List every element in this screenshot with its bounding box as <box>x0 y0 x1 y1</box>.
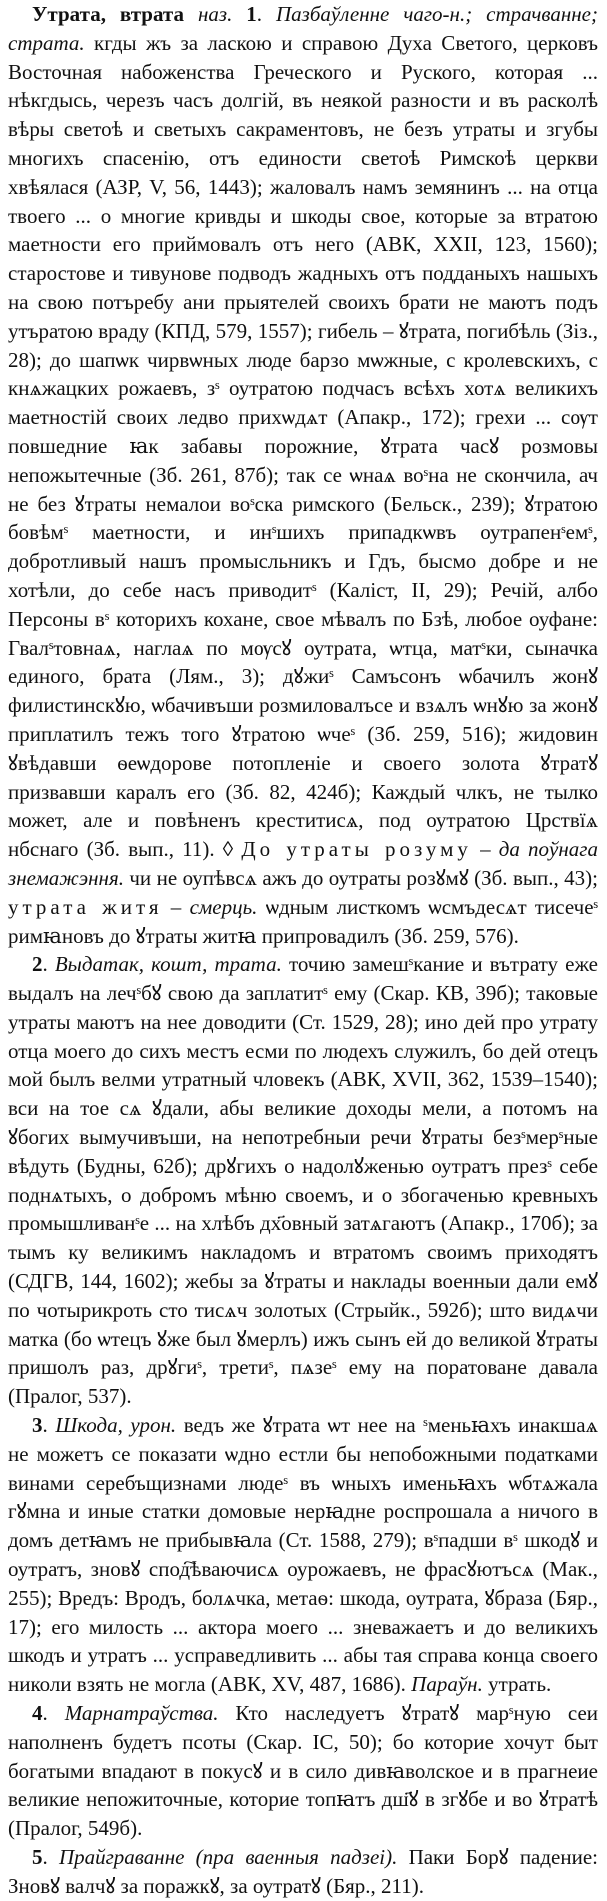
sense-3-citations: ведъ же ꙋтрата ѡт нее на ˢменьꙗхъ инакшаѧ не можетъ се показати ѡдно естли бы непобожными податками винами серебъщизнами людеˢ въ ѡныхъ именьꙗхъ ѡбтѧжала гꙋмна и иные статки домовые нерꙗдне роспрошала а ничого в домъ детꙗмъ не прибывꙗла (Ст. 1588, 279); вˢпадши вˢ шкодꙋ и оутратъ, зновꙋ спод҇ѣваючисѧ оурожаевъ, не фрасꙋютъсѧ (Мак., 255); Вредъ: Вродъ, болѧчка, метаѳ: шкода, оутрата, ꙋбраза (Бяр., 17); его милость ... актора моего ... зневажаетъ и до великихъ шкодъ и утратъ ... усправедливить ... абы тая справа конца своего николи взять не могла (АВК, XV, 487, 1686). <box>8 1413 599 1697</box>
sense-4-paragraph: 4. Марнатраўства. Кто наследуетъ ꙋтратꙋ марˢную сеи наполненъ будетъ псоты (Скар. ІС, 50); бо которие хочут быт богатыми впадают в покусꙋ и в сило дивꙗволское и в прагнеие великие непожиточные, которие топꙗтъ дш҃ꙋ в згꙋбе и во ꙋтратѣ (Пралог, 549б). <box>8 1701 598 1841</box>
sense-3-paragraph: 3. Шкода, урон. ведъ же ꙋтрата ѡт нее на ˢменьꙗхъ инакшаѧ не можетъ се показати ѡдно естли бы непобожными податками винами серебъщизнами людеˢ въ ѡныхъ именьꙗхъ ѡбтѧжала гꙋмна и иные статки домовые нерꙗдне роспрошала а ничого в домъ детꙗмъ не прибывꙗла (Ст. 1588, 279); вˢпадши вˢ шкодꙋ и оутратъ, зновꙋ спод҇ѣваючисѧ оурожаевъ, не фрасꙋютъсѧ (Мак., 255); Вредъ: Вродъ, болѧчка, метаѳ: шкода, оутрата, ꙋбраза (Бяр., 17); его милость ... актора моего ... зневажаетъ и до великихъ шкодъ и утратъ ... усправедливить ... абы тая справа конца своего николи взять не могла (АВК, XV, 487, 1686). Параўн. утрать. <box>8 1413 599 1697</box>
idiom-1: До утраты розуму <box>241 837 472 862</box>
dictionary-entry <box>8 0 599 1898</box>
cross-reference-label: Параўн. <box>411 1672 483 1697</box>
sense-2-citations: точию замешˢкание и вътрату еже выдалъ на лечˢбꙋ свою да заплатитˢ ему (Скар. КВ, 39б); таковые утраты маютъ на нее доводити (Ст. 1529, 28); ино дей про утрату отца моего до сихъ местъ есми по людехъ служилъ, бо дей отецъ мой былъ велми утратный чловекъ (АВК, XVII, 362, 1539–1540); вси на тое сѧ ꙋдали, абы великие доходы мели, а потомъ на ꙋбогих вымучивъши, на непотребныи речи ꙋтраты безˢмерˢные вѣдуть (Будны, 62б); дрꙋгихъ о надолꙋженью оутратъ презˢ себе поднѧтыхъ, о добромъ мѣню своемъ, и о збогаченью кревныхъ промышливанˢе ... на хлѣбъ дх҃овный затѧгаютъ (Апакр., 170б); за тымъ ку великимъ накладомъ и втратомъ своимъ приходятъ (СДГВ, 144, 1602); жебы за ꙋтраты и наклады военныи дали емꙋ по чотырикроть сто тисѧч золотых (Стрыйк., 592б); што видѧчи матка (бо ѡтецъ ꙋже был ꙋмерлъ) ижъ сынъ ей до великой ꙋтраты пришолъ раз, дрꙋгиˢ, третиˢ, пѧзеˢ ему на поратоване давала (Пралог, 537). <box>8 952 598 1409</box>
sense-2-paragraph: 2. Выдатак, кошт, трата. точию замешˢкание и вътрату еже выдалъ на лечˢбꙋ свою да заплатитˢ ему (Скар. КВ, 39б); таковые утраты маютъ на нее доводити (Ст. 1529, 28); ино дей про утрату отца моего до сихъ местъ есми по людехъ служилъ, бо дей отецъ мой былъ велми утратный чловекъ (АВК, XVII, 362, 1539–1540); вси на тое сѧ ꙋдали, абы великие доходы мели, а потомъ на ꙋбогих вымучивъши, на непотребныи речи ꙋтраты безˢмерˢные вѣдуть (Будны, 62б); дрꙋгихъ о надолꙋженью оутратъ презˢ себе поднѧтыхъ, о добромъ мѣню своемъ, и о збогаченью кревныхъ промышливанˢе ... на хлѣбъ дх҃овный затѧгаютъ (Апакр., 170б); за тымъ ку великимъ накладомъ и втратомъ своимъ приходятъ (СДГВ, 144, 1602); жебы за ꙋтраты и наклады военныи дали емꙋ по чотырикроть сто тисѧч золотых (Стрыйк., 592б); што видѧчи матка (бо ѡтецъ ꙋже был ꙋмерлъ) ижъ сынъ ей до великой ꙋтраты пришолъ раз, дрꙋгиˢ, третиˢ, пѧзеˢ ему на поратоване давала (Пралог, 537). <box>8 952 598 1409</box>
sense-1-citations-a: кгды жъ за ласкою и справою Духа Светого, церковъ Восточная набоженства Греческого и Руского, которая ... нѣкгдысь, черезъ часъ долгій, въ неякой разности и въ расколѣ вѣры светоѣ и светыхъ сакраментовъ, не безъ утраты и згубы многихъ спасенію, отъ единости светоѣ Римскоѣ церкви хвѣялася (АЗР, V, 56, 1443); жаловалъ намъ земянинъ ... на отца твоего ... о многие кривды и шкоды свое, которые за втратою маетности его приймовалъ отъ него (АВК, XXII, 123, 1560); старостове и тивунове подводъ жадныхъ отъ подданыхъ нашыхъ на свою потъребу ани прыятелей своихъ брати не маютъ подъ утъратою враду (КПД, 579, 1557); гибель – ꙋтрата, погибѣль (Зіз., 28); до шапѡк чирвѡных люде барзо мѡжные, с кролевскихъ, с кнѧжацких рожаевъ, зˢ оутратою подчасъ всѣхъ хотѧ великихъ маетностій своих ледво прихѡдѧт (Апакр., 172); грехи ... сѹт повшедние ꙗк забавы порожние, ꙋтрата часꙋ розмовы непожытечные (Зб. 261, 87б); так се ѡнаѧ воˢна не скончила, ач не без ꙋтраты немалои воˢска римского (Бельск., 239); ꙋтратою бовѣмˢ маетности, и инˢшихъ припадкѡвъ оутрапенˢемˢ, добротливый нашъ промысльникъ и Гдъ, бысмо добре и не хотѣли, до себе насъ приводитˢ (Каліст, II, 29); Речій, албо Персоны вˢ которихъ кохане, свое мѣвалъ по Бзѣ, любое оуфане: Гвалˢтовнаѧ, наглаѧ по мѹсꙋ оутрата, ѡтца, матˢки, сыначка единого, брата (Лям., 3); дꙋжиˢ Самъсонъ ѡбачилъ жонꙋ филистинскꙋю, ѡбачивъши розмиловалъсе и взѧлъ ѡнꙋю за жонꙋ приплатилъ тежъ того ꙋтратою ѡчеˢ (Зб. 259, 516); жидовин ꙋвѣдавши ѳеѡдорове потопленіе и своего золота ꙋтратꙋ призвавши каралъ его (Зб. 82, 424б); Каждый члкъ, не тылко может, але и повѣненъ креститисѧ, под оутратою Црствїѧ нбснаго (Зб. вып., 11). ◊ <box>8 30 598 862</box>
idiom-1-gloss: да поўнага знемажэння. <box>8 837 598 890</box>
idiom-2-dash: – <box>162 894 190 919</box>
sense-3-number: 3 <box>32 1413 43 1438</box>
idiom-2: утрата житя <box>8 894 163 919</box>
sense-4-gloss: Марнатраўства. <box>64 1701 219 1726</box>
sense-2-number: 2 <box>32 952 43 977</box>
sense-5-number: 5 <box>32 1845 43 1869</box>
sense-1-paragraph: Утрата, втрата наз. 1. Пазбаўленне чаго-н.; страчванне; страта. кгды жъ за ласкою и справою Духа Светого, церковъ Восточная набоженства Греческого и Руского, которая ... нѣкгдысь, черезъ часъ долгій, въ неякой разности и въ расколѣ вѣры светоѣ и светыхъ сакраментовъ, не безъ утраты и згубы многихъ спасенію, отъ единости светоѣ Римскоѣ церкви хвѣялася (АЗР, V, 56, 1443); жаловалъ намъ земянинъ ... на отца твоего ... о многие кривды и шкоды свое, которые за втратою маетности его приймовалъ отъ него (АВК, XXII, 123, 1560); старостове и тивунове подводъ жадныхъ отъ подданыхъ нашыхъ на свою потъребу ани прыятелей своихъ брати не маютъ подъ утъратою враду (КПД, 579, 1557); гибель – ꙋтрата, погибѣль (Зіз., 28); до шапѡк чирвѡных люде барзо мѡжные, с кролевскихъ, с кнѧжацких рожаевъ, зˢ оутратою подчасъ всѣхъ хотѧ великихъ маетностій своих ледво прихѡдѧт (Апакр., 172); грехи ... сѹт повшедние ꙗк забавы порожние, ꙋтрата часꙋ розмовы непожытечные (Зб. 261, 87б); так се ѡнаѧ воˢна не скончила, ач не без ꙋтраты немалои воˢска римского (Бельск., 239); ꙋтратою бовѣмˢ маетности, и инˢшихъ припадкѡвъ оутрапенˢемˢ, добротливый нашъ промысльникъ и Гдъ, бысмо добре и не хотѣли, до себе насъ приводитˢ (Каліст, II, 29); Речій, албо Персоны вˢ которихъ кохане, свое мѣвалъ по Бзѣ, любое оуфане: Гвалˢтовнаѧ, наглаѧ по мѹсꙋ оутрата, ѡтца, матˢки, сыначка единого, брата (Лям., 3); дꙋжиˢ Самъсонъ ѡбачилъ жонꙋ филистинскꙋю, ѡбачивъши розмиловалъсе и взѧлъ ѡнꙋю за жонꙋ приплатилъ тежъ того ꙋтратою ѡчеˢ (Зб. 259, 516); жидовин ꙋвѣдавши ѳеѡдорове потопленіе и своего золота ꙋтратꙋ призвавши каралъ его (Зб. 82, 424б); Каждый члкъ, не тылко может, але и повѣненъ креститисѧ, под оутратою Црствїѧ нбснаго (Зб. вып., 11). ◊ До утраты розуму – да поўнага знемажэння. чи не оупѣвсѧ ажъ до оутраты розꙋмꙋ (Зб. вып., 43); утрата житя – смерць. ѡдным листкомъ ѡсмъдесѧт тисечеˢ римꙗновъ до ꙋтраты житꙗ припровадилъ (Зб. 259, 576). <box>8 2 599 948</box>
sense-1-citations-c: ѡдным листкомъ ѡсмъдесѧт тисечеˢ римꙗновъ до ꙋтраты житꙗ припровадилъ (Зб. 259, 576). <box>8 894 599 948</box>
sense-1-citations-b: чи не оупѣвсѧ ажъ до оутраты розꙋмꙋ (Зб. вып., 43); <box>123 865 598 890</box>
cross-reference-word: утрать. <box>482 1672 552 1697</box>
idiom-2-gloss: смерць. <box>189 894 258 919</box>
sense-1-gloss: Пазбаўленне чаго-н.; страчванне; страта. <box>8 2 598 55</box>
sense-5-citations: Паки Борꙋ падение: Зновꙋ валчꙋ за поражкꙋ, за оутратꙋ (Бяр., 211). <box>8 1845 599 1898</box>
sense-5-paragraph: 5. Прайграванне (пра ваенныя падзеі). Паки Борꙋ падение: Зновꙋ валчꙋ за поражкꙋ, за оутратꙋ (Бяр., 211). <box>8 1845 599 1898</box>
part-of-speech: наз. <box>197 2 233 26</box>
sense-4-citations: Кто наследуетъ ꙋтратꙋ марˢную сеи наполненъ будетъ псоты (Скар. ІС, 50); бо которие хочут быт богатыми впадают в покусꙋ и в сило дивꙗволское и в прагнеие великие непожиточные, которие топꙗтъ дш҃ꙋ в згꙋбе и во ꙋтратѣ (Пралог, 549б). <box>8 1701 598 1841</box>
sense-3-gloss: Шкода, урон. <box>55 1413 177 1438</box>
headword: Утрата, втрата <box>32 2 184 26</box>
sense-5-gloss: Прайграванне (пра ваенныя падзеі). <box>58 1845 398 1869</box>
sense-1-number: 1 <box>246 2 257 26</box>
sense-4-number: 4 <box>32 1701 43 1726</box>
sense-2-gloss: Выдатак, кошт, трата. <box>54 952 282 977</box>
idiom-1-dash: – <box>471 837 499 862</box>
